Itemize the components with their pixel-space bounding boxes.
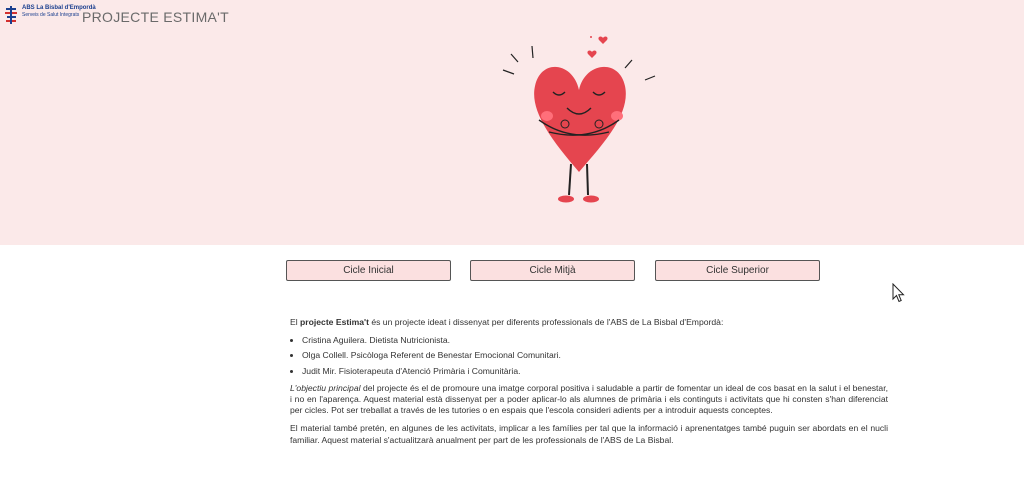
abs-logo-mark-icon [4, 5, 20, 27]
cicle-inicial-button[interactable]: Cicle Inicial [286, 260, 451, 281]
team-list [290, 335, 888, 377]
project-description [290, 317, 888, 453]
cicle-superior-button[interactable]: Cicle Superior [655, 260, 820, 281]
site-title[interactable]: PROJECTE ESTIMA'T [82, 9, 230, 25]
list-item: • Cristina Aguilera. Dietista Nutricionista. [302, 335, 888, 346]
mouse-pointer-icon [892, 283, 906, 303]
hugging-heart-illustration [495, 32, 665, 207]
list-item: • Olga Collell. Psicòloga Referent de Benestar Emocional Comunitari. [302, 350, 888, 361]
abs-logo[interactable] [4, 5, 96, 29]
cicle-mitja-button[interactable]: Cicle Mitjà [470, 260, 635, 281]
cycle-buttons [286, 260, 826, 283]
objective-label: L'objectiu principal [290, 382, 361, 393]
families-paragraph: El material també pretén, en algunes de les activitats, implicar a les famílies per tal que la informació i aprenentatges també puguin ser abordats en el nucli familiar. Aquest material s'actualitzarà anualment per part de les professionals de l'ABS de La Bisbal. [290, 423, 888, 445]
objective-paragraph: L'objectiu principal del projecte és el de promoure una imatge corporal positiva i saludable a partir de fomentar un ideal de cos basat en la salut i el benestar, i no en l'aparença. Aquest material està dissenyat per a poder aplicar-lo als alumnes de primària i els continguts i activitats que hi consten s'han diferenciat per cicles. Pot ser treballat a través de les tutories o en espais que l'escola consideri adients per a introduir aquests conceptes. [290, 382, 888, 416]
project-name: projecte Estima't [300, 317, 369, 327]
hero-banner [0, 0, 1024, 245]
intro-paragraph: El projecte Estima't és un projecte ideat i dissenyat per diferents professionals de l'ABS de La Bisbal d'Empordà: [290, 317, 724, 327]
list-item: • Judit Mir. Fisioterapeuta d'Atenció Primària i Comunitària. [302, 366, 888, 377]
logo-subtitle: Serveis de Salut Integrats [22, 12, 80, 18]
logo-name: ABS La Bisbal d'Empordà [22, 5, 96, 11]
